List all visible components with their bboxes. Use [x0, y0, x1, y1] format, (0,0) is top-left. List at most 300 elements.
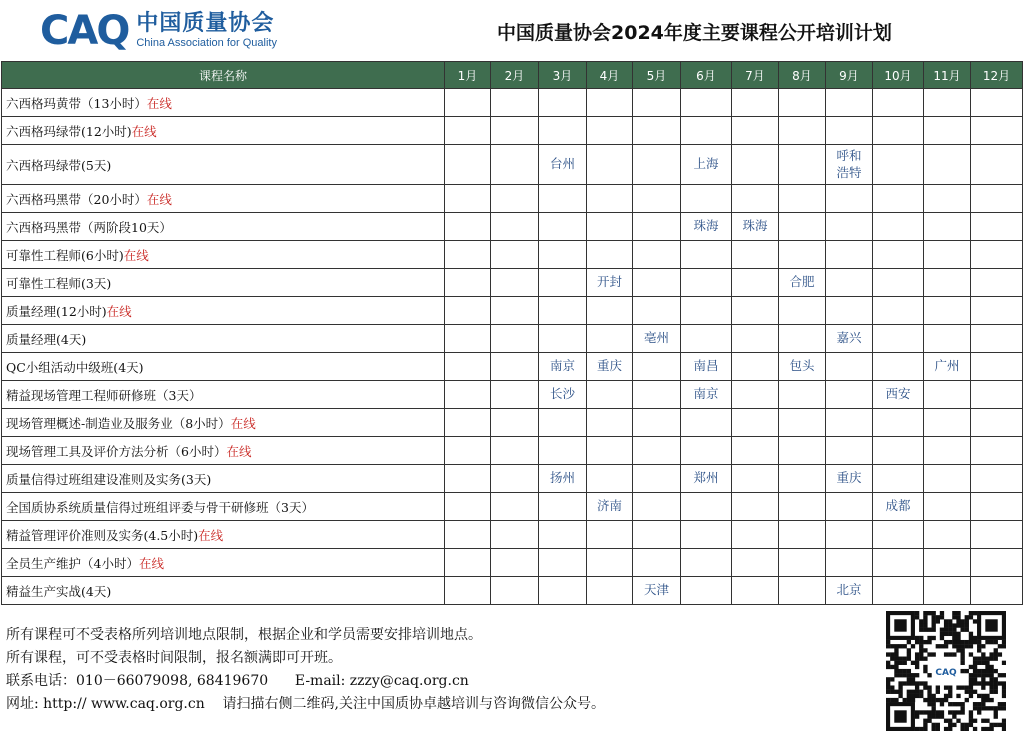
training-city: 台州 — [549, 156, 575, 172]
month-cell — [924, 117, 971, 145]
month-cell — [445, 241, 491, 269]
training-city: 南京 — [549, 358, 575, 374]
month-cell — [732, 145, 779, 185]
month-cell — [491, 521, 539, 549]
month-cell — [681, 549, 732, 577]
month-cell — [873, 437, 924, 465]
online-badge: 在线 — [123, 247, 149, 263]
footer-note-location: 所有课程可不受表格所列培训地点限制，根据企业和学员需要安排培训地点。 — [6, 627, 482, 643]
training-city: 郑州 — [693, 470, 719, 486]
month-cell — [779, 269, 826, 297]
month-cell — [491, 297, 539, 325]
month-cell — [732, 117, 779, 145]
month-cell — [971, 213, 1023, 241]
logo-english-name: China Association for Quality — [136, 36, 277, 49]
month-cell — [779, 213, 826, 241]
month-cell — [587, 381, 633, 409]
month-cell — [445, 297, 491, 325]
month-cell — [971, 381, 1023, 409]
month-cell — [491, 493, 539, 521]
month-cell — [732, 409, 779, 437]
month-cell — [445, 185, 491, 213]
table-row — [2, 493, 1023, 521]
month-cell — [732, 325, 779, 353]
online-badge: 在线 — [146, 95, 172, 111]
month-cell — [681, 325, 732, 353]
month-cell — [587, 269, 633, 297]
month-cell — [681, 185, 732, 213]
month-cell — [779, 241, 826, 269]
month-cell — [732, 89, 779, 117]
month-cell — [445, 353, 491, 381]
month-cell — [873, 89, 924, 117]
course-name-cell — [2, 353, 445, 381]
month-cell — [539, 241, 587, 269]
month-cell — [971, 549, 1023, 577]
training-city: 珠海 — [742, 218, 768, 234]
month-cell — [681, 409, 732, 437]
month-cell — [445, 409, 491, 437]
course-name-cell — [2, 185, 445, 213]
month-cell — [971, 353, 1023, 381]
month-cell — [445, 437, 491, 465]
training-city: 上海 — [693, 156, 719, 172]
course-name-cell — [2, 381, 445, 409]
document-title: 中国质量协会2024年度主要课程公开培训计划 — [497, 22, 892, 44]
month-cell — [873, 325, 924, 353]
course-name-cell — [2, 297, 445, 325]
caq-logo-mark: CAQ — [40, 8, 129, 54]
logo-chinese-name: 中国质量协会 — [136, 11, 275, 37]
month-cell — [732, 549, 779, 577]
month-cell — [681, 437, 732, 465]
table-row — [2, 269, 1023, 297]
month-cell — [539, 465, 587, 493]
month-cell — [633, 89, 681, 117]
training-city: 珠海 — [693, 218, 719, 234]
month-cell — [873, 117, 924, 145]
month-cell — [681, 269, 732, 297]
training-city: 重庆 — [836, 470, 862, 486]
month-cell — [826, 577, 873, 605]
column-header-month: 5月 — [633, 62, 681, 89]
month-cell — [633, 117, 681, 145]
training-city: 长沙 — [549, 386, 575, 402]
column-header-month: 6月 — [681, 62, 732, 89]
month-cell — [539, 297, 587, 325]
course-name-cell — [2, 465, 445, 493]
month-cell — [587, 353, 633, 381]
footer-contact: 联系电话：010－66079098, 68419670 E-mail: zzzy@caq.org.cn — [6, 673, 469, 689]
month-cell — [633, 409, 681, 437]
month-cell — [633, 493, 681, 521]
table-row — [2, 145, 1023, 185]
month-cell — [924, 145, 971, 185]
month-cell — [779, 549, 826, 577]
month-cell — [779, 353, 826, 381]
course-name-cell — [2, 145, 445, 185]
training-city: 广州 — [934, 358, 960, 374]
month-cell — [924, 409, 971, 437]
table-row — [2, 465, 1023, 493]
month-cell — [633, 145, 681, 185]
month-cell — [924, 549, 971, 577]
month-cell — [445, 89, 491, 117]
month-cell — [491, 325, 539, 353]
month-cell — [873, 549, 924, 577]
column-header-month: 2月 — [491, 62, 539, 89]
month-cell — [587, 409, 633, 437]
month-cell — [681, 353, 732, 381]
month-cell — [826, 549, 873, 577]
month-cell — [445, 269, 491, 297]
course-name: 精益生产实战(4天) — [6, 583, 112, 599]
online-badge: 在线 — [106, 303, 132, 319]
month-cell — [445, 577, 491, 605]
table-row — [2, 213, 1023, 241]
qr-center-label: CAQ — [935, 668, 957, 678]
month-cell — [779, 297, 826, 325]
month-cell — [826, 381, 873, 409]
course-name-cell — [2, 213, 445, 241]
month-cell — [826, 465, 873, 493]
course-name-cell — [2, 325, 445, 353]
column-header-month: 10月 — [873, 62, 924, 89]
online-badge: 在线 — [226, 443, 252, 459]
column-header-month: 8月 — [779, 62, 826, 89]
month-cell — [924, 269, 971, 297]
month-cell — [924, 325, 971, 353]
column-header-month: 4月 — [587, 62, 633, 89]
month-cell — [587, 549, 633, 577]
month-cell — [779, 325, 826, 353]
month-cell — [539, 549, 587, 577]
month-cell — [587, 325, 633, 353]
month-cell — [491, 145, 539, 185]
column-header-month: 7月 — [732, 62, 779, 89]
month-cell — [732, 241, 779, 269]
month-cell — [732, 465, 779, 493]
month-cell — [971, 241, 1023, 269]
table-row — [2, 353, 1023, 381]
month-cell — [539, 117, 587, 145]
month-cell — [826, 145, 873, 185]
online-badge: 在线 — [230, 415, 256, 431]
month-cell — [681, 577, 732, 605]
month-cell — [445, 213, 491, 241]
table-row — [2, 409, 1023, 437]
month-cell — [633, 549, 681, 577]
month-cell — [633, 325, 681, 353]
page-header — [0, 0, 1024, 60]
table-row — [2, 521, 1023, 549]
month-cell — [779, 493, 826, 521]
month-cell — [924, 89, 971, 117]
month-cell — [587, 465, 633, 493]
month-cell — [491, 577, 539, 605]
month-cell — [587, 185, 633, 213]
course-name: 可靠性工程师(6小时) — [6, 247, 124, 263]
month-cell — [491, 437, 539, 465]
month-cell — [681, 521, 732, 549]
month-cell — [826, 89, 873, 117]
month-cell — [779, 437, 826, 465]
online-badge: 在线 — [146, 191, 172, 207]
month-cell — [732, 269, 779, 297]
course-name: 质量经理(12小时) — [6, 303, 107, 319]
month-cell — [633, 381, 681, 409]
month-cell — [633, 353, 681, 381]
month-cell — [587, 297, 633, 325]
course-name-cell — [2, 493, 445, 521]
course-name-cell — [2, 241, 445, 269]
course-name: 六西格玛黑带（两阶段10天） — [6, 219, 172, 235]
online-badge: 在线 — [198, 527, 224, 543]
month-cell — [587, 213, 633, 241]
course-name-cell — [2, 409, 445, 437]
month-cell — [971, 325, 1023, 353]
month-cell — [924, 493, 971, 521]
month-cell — [681, 117, 732, 145]
month-cell — [873, 213, 924, 241]
table-row — [2, 577, 1023, 605]
month-cell — [873, 521, 924, 549]
month-cell — [539, 213, 587, 241]
course-name: 精益管理评价准则及实务(4.5小时) — [6, 527, 199, 543]
month-cell — [445, 145, 491, 185]
month-cell — [732, 521, 779, 549]
month-cell — [491, 241, 539, 269]
course-name: 六西格玛黄带（13小时） — [6, 95, 147, 111]
month-cell — [732, 437, 779, 465]
month-cell — [873, 297, 924, 325]
month-cell — [826, 409, 873, 437]
month-cell — [971, 89, 1023, 117]
month-cell — [924, 381, 971, 409]
month-cell — [924, 577, 971, 605]
course-name: QC小组活动中级班(4天) — [6, 359, 144, 375]
training-city: 开封 — [596, 274, 622, 290]
column-header-course: 课程名称 — [2, 62, 445, 89]
course-name: 六西格玛黑带（20小时） — [6, 191, 147, 207]
month-cell — [971, 493, 1023, 521]
month-cell — [491, 465, 539, 493]
training-city: 亳州 — [643, 330, 669, 346]
month-cell — [873, 241, 924, 269]
month-cell — [539, 381, 587, 409]
course-name: 现场管理工具及评价方法分析（6小时） — [6, 443, 227, 459]
month-cell — [732, 297, 779, 325]
month-cell — [445, 465, 491, 493]
month-cell — [681, 297, 732, 325]
training-schedule-table — [1, 61, 1023, 605]
month-cell — [924, 241, 971, 269]
training-city: 合肥 — [789, 274, 815, 290]
month-cell — [539, 577, 587, 605]
course-name-cell — [2, 89, 445, 117]
month-cell — [732, 185, 779, 213]
month-cell — [779, 521, 826, 549]
column-header-month: 12月 — [971, 62, 1023, 89]
training-city: 南昌 — [693, 358, 719, 374]
month-cell — [732, 213, 779, 241]
table-row — [2, 325, 1023, 353]
month-cell — [681, 381, 732, 409]
month-cell — [873, 145, 924, 185]
training-city: 嘉兴 — [836, 330, 862, 346]
month-cell — [539, 89, 587, 117]
month-cell — [539, 409, 587, 437]
month-cell — [491, 117, 539, 145]
training-city: 西安 — [885, 386, 911, 402]
month-cell — [873, 409, 924, 437]
month-cell — [681, 465, 732, 493]
course-name: 质量经理(4天) — [6, 331, 87, 347]
month-cell — [971, 465, 1023, 493]
table-row — [2, 241, 1023, 269]
month-cell — [587, 241, 633, 269]
month-cell — [681, 89, 732, 117]
month-cell — [539, 185, 587, 213]
month-cell — [587, 577, 633, 605]
table-row — [2, 437, 1023, 465]
month-cell — [633, 213, 681, 241]
month-cell — [732, 577, 779, 605]
month-cell — [971, 409, 1023, 437]
footer-note-schedule: 所有课程，可不受表格时间限制，报名额满即可开班。 — [6, 650, 342, 666]
month-cell — [681, 145, 732, 185]
month-cell — [681, 241, 732, 269]
course-name-cell — [2, 269, 445, 297]
month-cell — [873, 465, 924, 493]
month-cell — [826, 185, 873, 213]
month-cell — [873, 185, 924, 213]
course-name-cell — [2, 521, 445, 549]
month-cell — [587, 521, 633, 549]
month-cell — [826, 213, 873, 241]
month-cell — [633, 185, 681, 213]
training-city: 成都 — [885, 498, 911, 514]
qr-code-icon[interactable] — [886, 611, 1006, 731]
column-header-month: 3月 — [539, 62, 587, 89]
month-cell — [587, 493, 633, 521]
month-cell — [732, 381, 779, 409]
month-cell — [539, 493, 587, 521]
course-name: 质量信得过班组建设准则及实务(3天) — [6, 471, 212, 487]
table-row — [2, 549, 1023, 577]
training-city: 北京 — [836, 582, 862, 598]
month-cell — [779, 409, 826, 437]
month-cell — [491, 89, 539, 117]
month-cell — [491, 409, 539, 437]
month-cell — [779, 577, 826, 605]
table-row — [2, 297, 1023, 325]
month-cell — [681, 493, 732, 521]
month-cell — [779, 465, 826, 493]
month-cell — [873, 353, 924, 381]
month-cell — [445, 381, 491, 409]
month-cell — [826, 269, 873, 297]
month-cell — [924, 185, 971, 213]
column-header-month: 1月 — [445, 62, 491, 89]
month-cell — [779, 145, 826, 185]
month-cell — [826, 353, 873, 381]
month-cell — [826, 297, 873, 325]
month-cell — [445, 325, 491, 353]
online-badge: 在线 — [131, 123, 157, 139]
month-cell — [633, 297, 681, 325]
month-cell — [924, 213, 971, 241]
month-cell — [491, 185, 539, 213]
training-city: 呼和浩特 — [836, 147, 862, 180]
month-cell — [539, 437, 587, 465]
month-cell — [924, 437, 971, 465]
table-row — [2, 381, 1023, 409]
month-cell — [779, 185, 826, 213]
month-cell — [826, 117, 873, 145]
month-cell — [491, 269, 539, 297]
month-cell — [633, 241, 681, 269]
footer-notes — [6, 624, 605, 716]
month-cell — [826, 437, 873, 465]
month-cell — [539, 353, 587, 381]
course-name: 可靠性工程师(3天) — [6, 275, 112, 291]
month-cell — [539, 269, 587, 297]
table-row — [2, 117, 1023, 145]
month-cell — [633, 521, 681, 549]
course-name-cell — [2, 117, 445, 145]
training-city: 扬州 — [549, 470, 575, 486]
month-cell — [971, 145, 1023, 185]
month-cell — [971, 185, 1023, 213]
month-cell — [445, 117, 491, 145]
month-cell — [971, 521, 1023, 549]
month-cell — [826, 521, 873, 549]
month-cell — [779, 89, 826, 117]
column-header-month: 11月 — [924, 62, 971, 89]
month-cell — [732, 493, 779, 521]
table-header-row — [2, 62, 1023, 89]
month-cell — [873, 381, 924, 409]
month-cell — [491, 549, 539, 577]
month-cell — [732, 353, 779, 381]
month-cell — [971, 297, 1023, 325]
month-cell — [445, 549, 491, 577]
month-cell — [587, 145, 633, 185]
month-cell — [681, 213, 732, 241]
month-cell — [633, 577, 681, 605]
training-city: 济南 — [596, 498, 622, 514]
logo-text — [136, 12, 277, 49]
month-cell — [971, 437, 1023, 465]
month-cell — [445, 521, 491, 549]
month-cell — [924, 521, 971, 549]
caq-logo — [40, 8, 277, 54]
month-cell — [826, 241, 873, 269]
footer-website: 网址: http:// www.caq.org.cn 请扫描右侧二维码,关注中国质协卓越培训与咨询微信公众号。 — [6, 696, 605, 712]
month-cell — [491, 381, 539, 409]
training-city: 重庆 — [596, 358, 622, 374]
month-cell — [924, 465, 971, 493]
month-cell — [587, 437, 633, 465]
course-name-cell — [2, 549, 445, 577]
training-city: 天津 — [643, 582, 669, 598]
month-cell — [539, 145, 587, 185]
month-cell — [826, 325, 873, 353]
month-cell — [633, 465, 681, 493]
month-cell — [491, 213, 539, 241]
month-cell — [491, 353, 539, 381]
